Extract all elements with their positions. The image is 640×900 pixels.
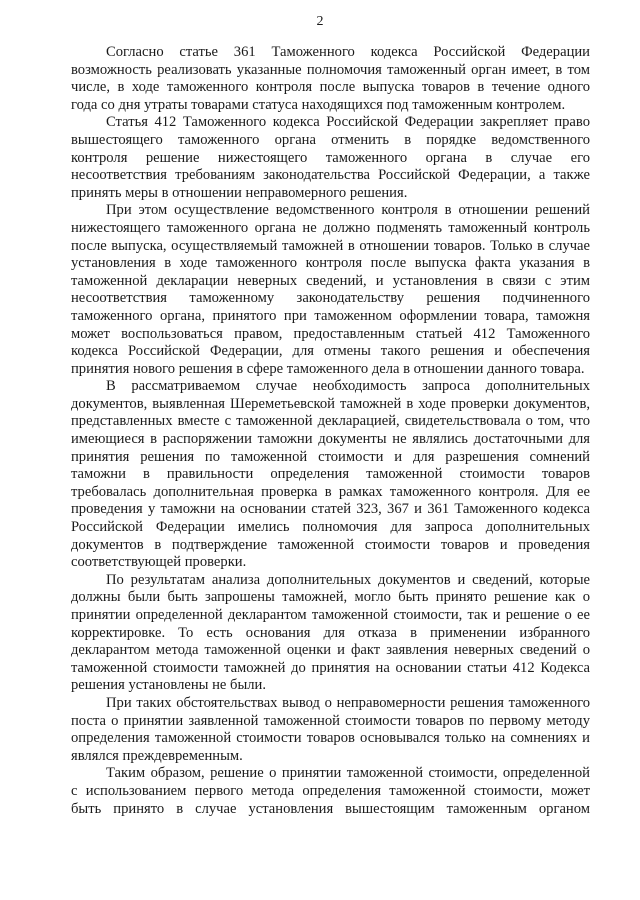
text-line: нижестоящего таможенного органа не должно подменять таможенный контроль: [71, 219, 590, 236]
text-line: декларантом метода таможенной оценки и факт заявления неверных сведений о: [71, 642, 590, 659]
text-line: документов в подтверждение таможенной стоимости товаров и проведения: [71, 536, 590, 553]
paragraph: [71, 572, 590, 695]
text-line: По результатам анализа дополнительных документов и сведений, которые: [106, 571, 590, 588]
text-line: быть принято в случае установления вышестоящим таможенным органом: [71, 800, 590, 817]
text-line: представленных вместе с таможенной декларацией, свидетельствовала о том, что: [71, 413, 590, 430]
text-line: соответствующей проверки.: [71, 554, 247, 571]
text-line: При таких обстоятельствах вывод о неправомерности решения таможенного: [106, 694, 590, 711]
text-line: с использованием первого метода определения таможенной стоимости, может: [71, 782, 590, 799]
text-line: требовалась дополнительная проверка в рамках таможенного контроля. Для ее: [71, 483, 590, 500]
text-line: решения установлены не были.: [71, 677, 267, 694]
text-line: Согласно статье 361 Таможенного кодекса Российской Федерации: [106, 44, 590, 60]
text-line: принять меры в отношении неправомерного решения.: [71, 184, 408, 201]
text-line: несоответствия требованиям законодательства Российской Федерации, а также: [71, 167, 590, 184]
paragraph: [71, 114, 590, 202]
paragraph: [71, 44, 590, 114]
text-line: В рассматриваемом случае необходимость запроса дополнительных: [106, 378, 590, 395]
text-line: Таким образом, решение о принятии таможенной стоимости, определенной: [106, 765, 590, 782]
text-line: возможность реализовать указанные полномочия таможенный орган имеет, в том: [71, 61, 590, 78]
paragraph: [71, 695, 590, 765]
text-line: Российской Федерации имелись полномочия для запроса дополнительных: [71, 519, 590, 536]
text-line: после выпуска, осуществляемый таможней в отношении товаров. Только в случае: [71, 237, 590, 254]
page-number: 2: [316, 14, 324, 29]
text-line: поста о принятии заявленной таможенной стоимости товаров по первому методу: [71, 712, 590, 729]
text-line: должны были быть запрошены таможней, могло быть принято решение как о: [71, 589, 590, 606]
text-line: корректировке. То есть основания для отказа в применении избранного: [71, 624, 590, 641]
text-line: может воспользоваться правом, предоставленным статьей 412 Таможенного: [71, 325, 590, 342]
text-line: являлся преждевременным.: [71, 747, 243, 764]
paragraph: [71, 765, 590, 818]
text-line: таможни в правильности определения таможенной стоимости товаров: [71, 466, 590, 483]
text-line: проведения у таможни на основании статей 323, 367 и 361 Таможенного кодекса: [71, 501, 590, 518]
text-line: таможенной декларации неверных сведений, и установления в связи с этим: [71, 272, 590, 289]
text-line: Статья 412 Таможенного кодекса Российской Федерации закрепляет право: [106, 114, 590, 131]
paragraph: [71, 378, 590, 572]
text-line: контроля решение нижестоящего таможенного органа в случае его: [71, 149, 590, 166]
text-line: имеющиеся в распоряжении таможни документы не являлись достаточными для: [71, 431, 590, 448]
text-line: несоответствия таможенному законодательству решения подчиненного: [71, 290, 590, 307]
text-line: При этом осуществление ведомственного контроля в отношении решений: [106, 202, 590, 219]
text-line: вышестоящего таможенного органа отменить в порядке ведомственного: [71, 131, 590, 148]
text-line: документов, выявленная Шереметьевской таможней в ходе проверки документов,: [71, 395, 590, 412]
text-line: числе, в ходе таможенного контроля после выпуска товаров в течение одного: [71, 79, 590, 96]
text-line: таможенного органа, принятого при таможенном оформлении товара, таможня: [71, 307, 590, 324]
text-line: кодекса Российской Федерации, для отмены такого решения и обеспечения: [71, 343, 590, 360]
text-line: установления в ходе таможенного контроля после выпуска факта указания в: [71, 255, 590, 272]
paragraph: [71, 202, 590, 378]
text-line: года со дня утраты товарами статуса находящихся под таможенным контролем.: [71, 96, 566, 113]
document-body: [71, 44, 590, 818]
text-line: принятия нового решения в сфере таможенного дела в отношении данного товара.: [71, 360, 585, 377]
text-line: принятия решения по таможенной стоимости и для разрешения сомнений: [71, 448, 590, 465]
text-line: принятии определенной декларантом таможенной стоимости, так и решение о ее: [71, 607, 590, 623]
text-line: определения таможенной стоимости товаров основывался только на сомнениях и: [71, 730, 590, 747]
text-line: таможенной стоимости таможней до принятия на основании статьи 412 Кодекса: [71, 659, 590, 676]
